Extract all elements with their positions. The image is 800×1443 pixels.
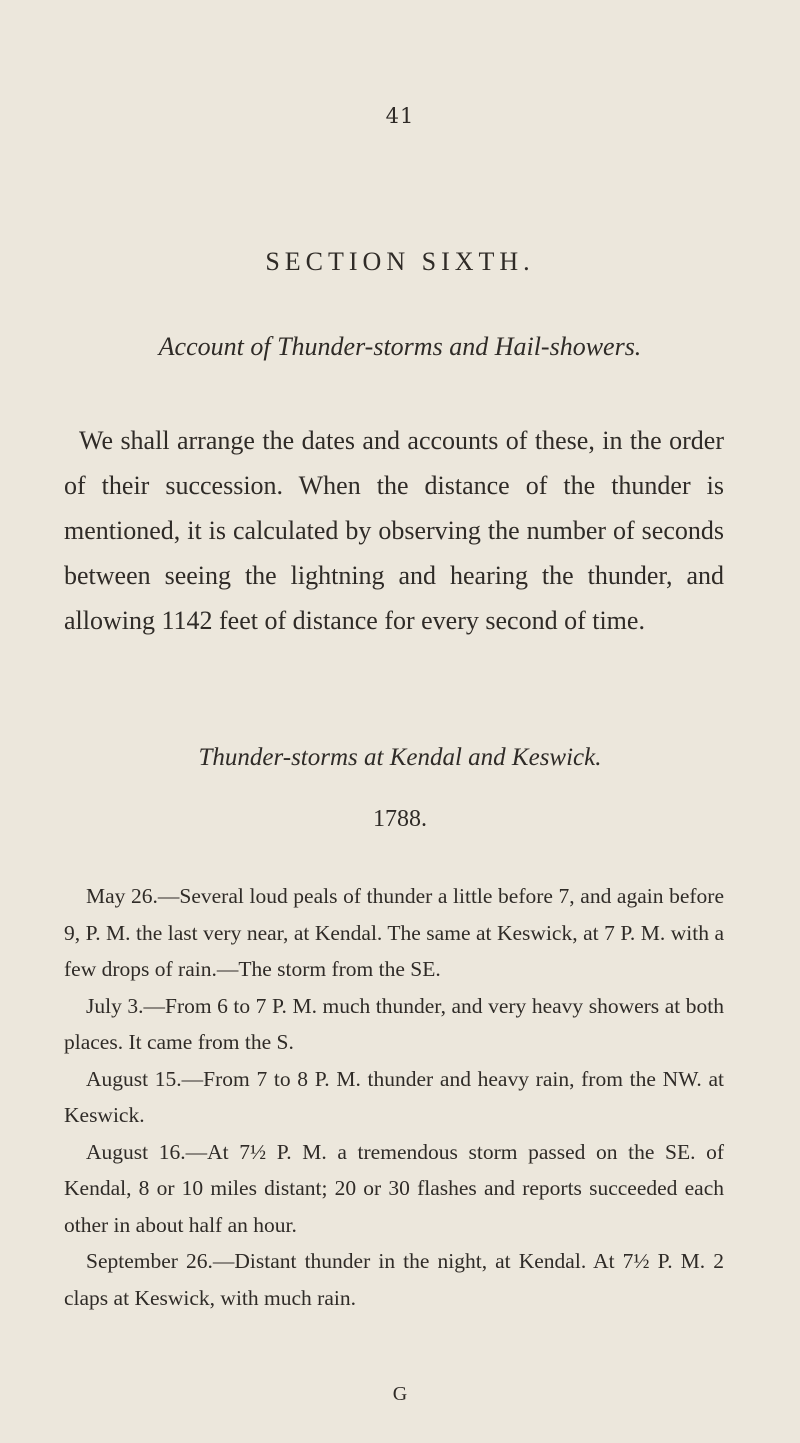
entry-paragraph: May 26.—Several loud peals of thunder a little before 7, and again before 9, P. M. the last very near, at Kendal. The same at Keswick, at 7 P. M. with a few drops of rain.—The storm from the SE. <box>64 884 724 981</box>
intro-text-block <box>64 418 724 643</box>
entry-paragraph: August 16.—At 7½ P. M. a tremendous storm passed on the SE. of Kendal, 8 or 10 miles distant; 20 or 30 flashes and reports succeeded each other in about half an hour. <box>64 1139 724 1237</box>
entry-paragraph: August 15.—From 7 to 8 P. M. thunder and heavy rain, from the NW. at Keswick. <box>64 1066 724 1127</box>
entries-list <box>64 878 724 1316</box>
section-subtitle: Account of Thunder-storms and Hail-showers. <box>158 332 642 361</box>
section-title: SECTION SIXTH. <box>265 247 535 276</box>
subsection-title: Thunder-storms at Kendal and Keswick. <box>198 744 602 771</box>
entry-paragraph: July 3.—From 6 to 7 P. M. much thunder, and very heavy showers at both places. It came from the S. <box>64 993 724 1054</box>
year-heading: 1788. <box>373 806 427 832</box>
page-number: 41 <box>385 104 415 128</box>
signature-mark: G <box>392 1383 408 1405</box>
intro-paragraph: We shall arrange the dates and accounts of these, in the order of their succession. When the distance of the thunder is mentioned, it is calculated by observing the number of seconds between seeing the lightning and hearing the thunder, and allowing 1142 feet of distance for every second of time. <box>64 426 724 635</box>
entry-paragraph: September 26.—Distant thunder in the night, at Kendal. At 7½ P. M. 2 claps at Keswick, with much rain. <box>64 1249 724 1310</box>
